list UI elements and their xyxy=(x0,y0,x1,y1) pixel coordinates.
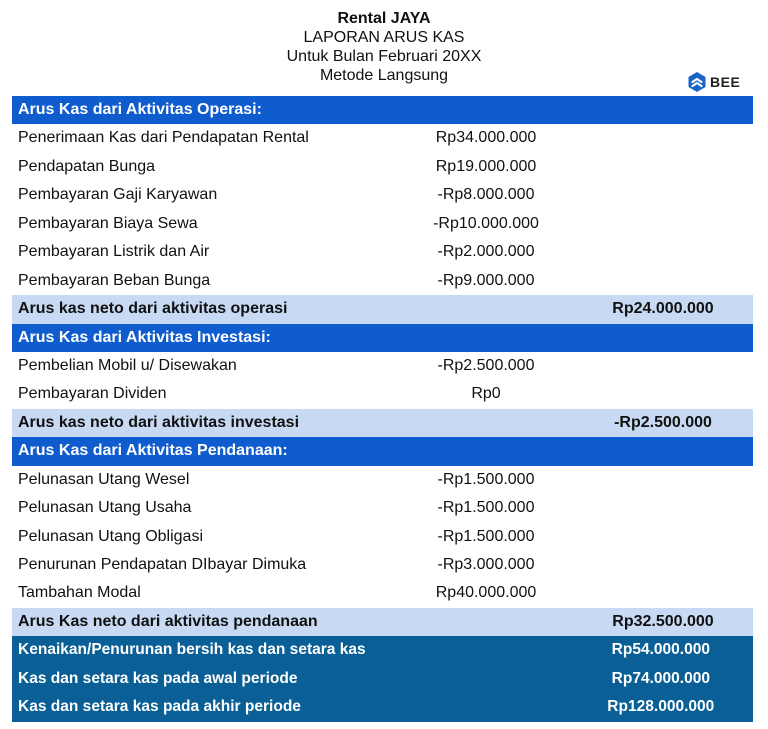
table-row xyxy=(12,153,753,181)
summary-label: Kas dan setara kas pada akhir periode xyxy=(18,698,301,716)
row-label: Penurunan Pendapatan DIbayar Dimuka xyxy=(18,556,307,573)
report-header xyxy=(0,9,768,85)
row-label: Pembayaran Beban Bunga xyxy=(18,271,211,289)
summary-row-ending-cash xyxy=(12,693,753,721)
table-row xyxy=(12,267,753,295)
subtotal-row-investasi xyxy=(12,409,753,437)
table-row xyxy=(12,352,753,380)
section-title: Arus Kas dari Aktivitas Operasi: xyxy=(18,101,262,118)
subtotal-amount: Rp24.000.000 xyxy=(612,300,714,318)
table-row xyxy=(12,238,753,266)
table-row xyxy=(12,494,753,522)
row-label: Penerimaan Kas dari Pendapatan Rental xyxy=(18,129,309,147)
cash-flow-table xyxy=(12,96,753,722)
company-name: Rental JAYA xyxy=(337,10,431,27)
row-label: Pelunasan Utang Usaha xyxy=(18,499,192,517)
subtotal-row-operasi xyxy=(12,295,753,323)
row-amount: -Rp2.500.000 xyxy=(437,356,535,374)
report-title: LAPORAN ARUS KAS xyxy=(303,29,465,46)
row-amount: Rp40.000.000 xyxy=(435,584,537,602)
bee-logo xyxy=(688,72,740,92)
row-amount: Rp0 xyxy=(471,385,501,403)
row-label: Pembayaran Dividen xyxy=(18,385,167,403)
row-label: Pembayaran Biaya Sewa xyxy=(18,214,198,232)
row-amount: -Rp8.000.000 xyxy=(437,186,535,204)
summary-amount: Rp74.000.000 xyxy=(611,669,710,687)
section-title: Arus Kas dari Aktivitas Pendanaan: xyxy=(18,442,288,460)
bee-shield-chevron-icon xyxy=(688,72,706,92)
subtotal-label: Arus Kas neto dari aktivitas pendanaan xyxy=(18,612,318,630)
section-title: Arus Kas dari Aktivitas Investasi: xyxy=(18,328,271,346)
row-label: Pembayaran Listrik dan Air xyxy=(18,243,210,261)
table-row xyxy=(12,523,753,551)
summary-row-beginning-cash xyxy=(12,665,753,693)
table-row xyxy=(12,124,753,152)
row-amount: -Rp10.000.000 xyxy=(433,214,539,232)
subtotal-amount: -Rp2.500.000 xyxy=(614,413,712,431)
row-amount: -Rp1.500.000 xyxy=(437,527,535,545)
row-amount: -Rp2.000.000 xyxy=(437,243,535,261)
section-header-investasi xyxy=(12,324,753,352)
summary-amount: Rp54.000.000 xyxy=(611,641,710,659)
subtotal-label: Arus kas neto dari aktivitas investasi xyxy=(18,413,300,431)
table-row xyxy=(12,551,753,579)
row-amount: Rp19.000.000 xyxy=(435,157,537,175)
table-row xyxy=(12,466,753,494)
table-row xyxy=(12,380,753,408)
row-amount: -Rp1.500.000 xyxy=(437,499,535,517)
row-label: Pelunasan Utang Obligasi xyxy=(18,527,204,545)
logo-text: BEE xyxy=(710,74,741,90)
report-method: Metode Langsung xyxy=(319,67,449,84)
row-label: Tambahan Modal xyxy=(18,584,141,602)
table-row xyxy=(12,210,753,238)
row-amount: -Rp9.000.000 xyxy=(437,271,535,289)
row-amount: Rp34.000.000 xyxy=(435,129,537,147)
summary-row-net-change xyxy=(12,636,753,664)
row-label: Pembayaran Gaji Karyawan xyxy=(18,186,218,204)
subtotal-label: Arus kas neto dari aktivitas operasi xyxy=(18,300,288,318)
summary-label: Kenaikan/Penurunan bersih kas dan setara kas xyxy=(18,641,366,659)
table-row xyxy=(12,579,753,607)
row-label: Pembelian Mobil u/ Disewakan xyxy=(18,356,237,374)
row-amount: -Rp1.500.000 xyxy=(437,470,535,488)
section-header-pendanaan xyxy=(12,437,753,465)
report-period: Untuk Bulan Februari 20XX xyxy=(286,48,482,65)
row-label: Pelunasan Utang Wesel xyxy=(18,470,190,488)
section-header-operasi xyxy=(12,96,753,124)
subtotal-row-pendanaan xyxy=(12,608,753,636)
row-amount: -Rp3.000.000 xyxy=(437,556,535,573)
summary-label: Kas dan setara kas pada awal periode xyxy=(18,669,298,687)
subtotal-amount: Rp32.500.000 xyxy=(612,612,714,630)
summary-amount: Rp128.000.000 xyxy=(607,698,715,716)
row-label: Pendapatan Bunga xyxy=(18,157,156,175)
table-row xyxy=(12,181,753,209)
